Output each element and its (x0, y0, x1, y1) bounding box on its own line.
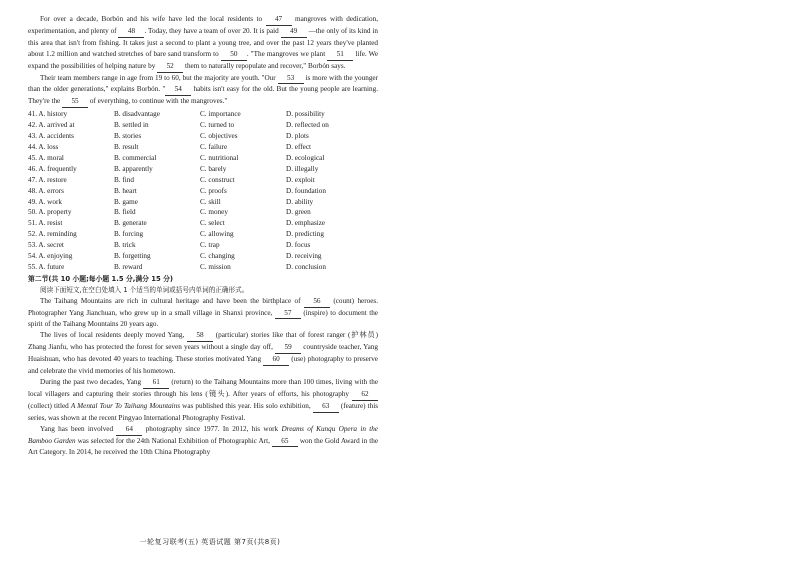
blank-61: 61 (143, 377, 169, 389)
blank-57: 57 (275, 308, 301, 320)
option-cell: D. foundation (286, 186, 326, 195)
option-cell: D. exploit (286, 175, 315, 184)
option-cell: C. barely (200, 164, 227, 173)
option-row (28, 109, 378, 120)
option-row (28, 207, 378, 218)
option-cell: D. predicting (286, 230, 324, 239)
option-cell: B. apparently (114, 164, 153, 173)
option-row (28, 197, 378, 208)
exam-page (28, 14, 378, 458)
book-title: A Mental Tour To Taihang Mountains (70, 401, 181, 410)
passage1-paragraph1: For over a decade, Borbón and his wife have led the local residents to 47 mangroves with dedication, experimentation, and plenty of 48 . Today, they have a team of over 20. It is paid 49 —the only of its kind in this area that isn't from fishing. It takes just a second to plant a young tree, and over the past 12 years they've planted about 1.2 million and watched stretches of bare sand transform to 50 . "The mangroves we plant 51 life. We expand the possibilities of helping nature by 52 them to naturally repopulate and recover," Borbón says. (28, 14, 378, 73)
option-cell: 51. A. resist (28, 219, 63, 228)
option-cell: D. possibility (286, 110, 325, 119)
option-cell: C. allowing (200, 230, 234, 239)
blank-60: 60 (263, 354, 289, 366)
passage2-paragraph1: The Taihang Mountains are rich in cultural heritage and have been the birthplace of 56 (count) heroes. Photographer Yang Jianchuan, who grew up in a small village in Shanxi province, 57 (inspire) to document the spirit of the Taihang Mountains 20 years ago. (28, 296, 379, 329)
option-cell: D. focus (286, 241, 311, 250)
blank-47: 47 (266, 14, 292, 26)
option-cell: C. turned to (200, 121, 235, 130)
option-cell: 43. A. accidents (28, 132, 74, 141)
option-cell: 44. A. loss (28, 142, 59, 151)
option-cell: 55. A. future (28, 262, 65, 271)
option-row (28, 251, 378, 262)
option-cell: C. select (200, 219, 225, 228)
option-cell: B. generate (114, 219, 147, 228)
option-row (28, 262, 378, 273)
option-row (28, 240, 378, 251)
option-row (28, 120, 378, 131)
section2-title: 第二节(共 10 小题;每小题 1.5 分,满分 15 分) (28, 274, 174, 283)
option-cell: 45. A. moral (28, 153, 64, 162)
blank-64: 64 (116, 424, 142, 436)
option-row (28, 175, 378, 186)
blank-49: 49 (281, 26, 307, 38)
work-title: Dreams of Kunqu Opera in the Bamboo Garden (28, 424, 379, 445)
option-cell: B. settled in (114, 121, 149, 130)
option-cell: 47. A. restore (28, 175, 67, 184)
option-cell: B. reward (114, 262, 143, 271)
options-table (28, 109, 378, 273)
option-cell: D. reflected on (286, 121, 329, 130)
blank-55: 55 (62, 96, 88, 108)
option-row (28, 186, 378, 197)
blank-52: 52 (157, 61, 183, 73)
option-cell: D. plots (286, 132, 309, 141)
option-cell: C. construct (200, 175, 235, 184)
option-cell: B. find (114, 175, 134, 184)
option-cell: B. field (114, 208, 136, 217)
option-cell: 48. A. errors (28, 186, 64, 195)
option-cell: D. ability (286, 197, 314, 206)
option-cell: C. importance (200, 110, 241, 119)
page-footer: 一轮复习联考(五) 英语试题 第7页(共8页) (139, 538, 281, 546)
option-cell: D. illegally (286, 164, 319, 173)
option-cell: C. proofs (200, 186, 227, 195)
option-cell: 50. A. property (28, 208, 72, 217)
option-row (28, 131, 378, 142)
blank-51: 51 (327, 49, 353, 61)
blank-62: 62 (352, 389, 378, 401)
blank-59: 59 (275, 342, 301, 354)
blank-58: 58 (187, 330, 213, 342)
option-cell: B. forcing (114, 230, 144, 239)
blank-65: 65 (272, 436, 298, 448)
option-cell: 46. A. frequently (28, 164, 77, 173)
option-cell: C. failure (200, 142, 228, 151)
option-row (28, 164, 378, 175)
blank-48: 48 (118, 26, 144, 38)
option-cell: B. commercial (114, 153, 157, 162)
option-cell: 53. A. secret (28, 241, 64, 250)
option-cell: B. trick (114, 241, 136, 250)
option-cell: 41. A. history (28, 110, 68, 119)
option-row (28, 218, 378, 229)
option-cell: C. nutritional (200, 153, 239, 162)
option-cell: C. trap (200, 241, 220, 250)
blank-63: 63 (313, 401, 339, 413)
passage2-paragraph2: The lives of local residents deeply moved Yang, 58 (particular) stories like that of forest ranger (护林员) Zhang Jianfu, who has protected the forest for seven years without a single day off, 59 countryside teacher, Yang Huaishuan, who has devoted 40 years to teaching. These stories motivated Yang 60 (use) photography to preserve and celebrate the vivid memories of his hometown. (28, 331, 379, 376)
option-cell: C. skill (200, 197, 221, 206)
option-row (28, 229, 378, 240)
blank-53: 53 (278, 73, 304, 85)
option-row (28, 142, 378, 153)
option-cell: B. forgetting (114, 252, 151, 261)
option-cell: D. green (286, 208, 311, 217)
option-cell: C. mission (200, 262, 231, 271)
blank-56: 56 (304, 296, 330, 308)
option-cell: B. disadvantage (114, 110, 160, 119)
option-row (28, 153, 378, 164)
section2-instruction: 阅读下面短文,在空白处填入 1 个适当的单词或括号内单词的正确形式。 (40, 285, 249, 294)
option-cell: D. ecological (286, 153, 325, 162)
option-cell: 49. A. work (28, 197, 62, 206)
option-cell: 42. A. arrived at (28, 121, 75, 130)
passage2-paragraph4: Yang has been involved 64 photography since 1977. In 2012, his work Dreams of Kunqu Opera in the Bamboo Garden was selected for the 24th National Exhibition of Photographic Art, 65 won the Gold Award in the Art Category. In 2014, he received the 10th China Photography (28, 424, 379, 457)
option-cell: B. game (114, 197, 138, 206)
passage2-paragraph3: During the past two decades, Yang 61 (return) to the Taihang Mountains more than 100 times, living with the local villagers and capturing their stories through his lens (镜头). After years of efforts, his photography 62 (collect) titled A Mental Tour To Taihang Mountains was published this year. His solo exhibition, 63 (feature) this series, was shown at the recent Pingyao International Photography Festival. (28, 378, 379, 422)
option-cell: C. objectives (200, 132, 238, 141)
blank-50: 50 (221, 49, 247, 61)
option-cell: 52. A. reminding (28, 230, 77, 239)
blank-54: 54 (165, 84, 191, 96)
option-cell: C. money (200, 208, 228, 217)
option-cell: D. effect (286, 142, 312, 151)
option-cell: B. result (114, 142, 139, 151)
option-cell: B. stories (114, 132, 142, 141)
option-cell: D. conclusion (286, 262, 326, 271)
option-cell: 54. A. enjoying (28, 252, 73, 261)
option-cell: B. heart (114, 186, 137, 195)
passage1-paragraph2: Their team members range in age from 19 to 60, but the majority are youth. "Our 53 is more with the younger than the older generations," explains Borbón. " 54 habits isn't easy for the old. But the young people are learning. They're the 55 of everything, to continue with the mangroves." (28, 73, 378, 109)
option-cell: D. receiving (286, 252, 322, 261)
option-cell: D. emphasize (286, 219, 326, 228)
option-cell: C. changing (200, 252, 235, 261)
